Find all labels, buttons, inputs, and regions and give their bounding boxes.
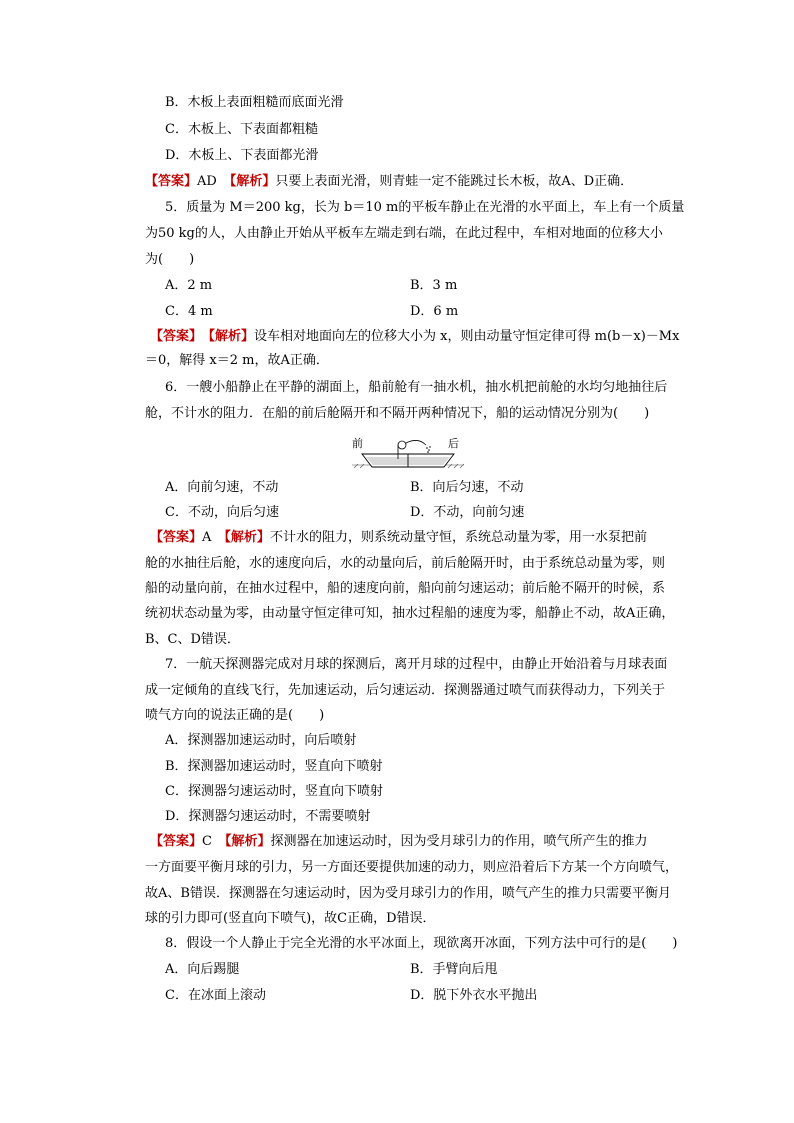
q6-analysis-line-3: 船的动量向前，在抽水过程中，船的速度向前，船向前匀速运动；前后舱不隔开的时候，系 — [145, 581, 666, 596]
q5-analysis-line-2: ＝0，解得 x＝2 m，故A正确． — [145, 353, 329, 368]
q7-option-b: B．探测器加速运动时，竖直向下喷射 — [165, 759, 383, 774]
q7-stem-line-1: 7．一航天探测器完成对月球的探测后，离开月球的过程中，由静止开始沿着与月球表面 — [165, 657, 668, 672]
q7-option-c: C．探测器匀速运动时，竖直向下喷射 — [165, 784, 383, 799]
answer-value: C — [202, 834, 212, 849]
q5-stem-line-3: 为( ) — [145, 252, 195, 267]
q8-stem-line-1: 8．假设一个人静止于完全光滑的水平冰面上，现欲离开冰面，下列方法中可行的是( ) — [165, 936, 678, 951]
figure-label-back: 后 — [448, 437, 459, 450]
analysis-tag: 【解析】 — [224, 834, 271, 849]
q6-option-b: B．向后匀速，不动 — [410, 480, 524, 495]
q4-option-d: D．木板上、下表面都光滑 — [165, 148, 319, 163]
q7-analysis-line-2: 一方面要平衡月球的引力，另一方面还要提供加速的动力，则应沿着后下方某一个方向喷气， — [145, 860, 679, 875]
q5-stem-line-1: 5．质量为 M＝200 kg，长为 b＝10 m的平板车静止在光滑的水平面上，车上有一个质量 — [165, 200, 685, 215]
q7-stem-line-3: 喷气方向的说法正确的是( ) — [145, 708, 325, 723]
q5-stem-line-2: 为50 kg的人，人由静止开始从平板车左端走到右端，在此过程中，车相对地面的位移大小 — [145, 226, 663, 241]
q6-option-d: D．不动，向前匀速 — [410, 505, 525, 520]
q5-option-b: B．3 m — [410, 278, 458, 293]
q5-option-c: C．4 m — [165, 304, 213, 319]
q5-option-a: A．2 m — [165, 278, 213, 293]
q4-option-b: B．木板上表面粗糙而底面光滑 — [165, 95, 344, 110]
answer-tag: 【答案】 — [150, 834, 203, 849]
analysis-text: 不计水的阻力，则系统动量守恒，系统总动量为零，用一水泵把前 — [269, 530, 647, 545]
q8-option-d: D．脱下外衣水平抛出 — [410, 988, 538, 1003]
q6-option-a: A．向前匀速，不动 — [165, 480, 279, 495]
answer-value: A — [202, 530, 212, 545]
q7-option-a: A．探测器加速运动时，向后喷射 — [165, 733, 357, 748]
q7-analysis-line-3: 故A、B错误．探测器在匀速运动时，因为受月球引力的作用，喷气产生的推力只需要平衡月 — [145, 886, 671, 901]
q4-answer-line — [145, 172, 633, 192]
q4-option-c: C．木板上、下表面都粗糙 — [165, 122, 318, 137]
boat-pump-figure — [352, 435, 464, 469]
q6-stem-line-2: 舱，不计水的阻力．在船的前后舱隔开和不隔开两种情况下，船的运动情况分别为( ) — [145, 406, 650, 421]
q6-stem-line-1: 6．一艘小船静止在平静的湖面上，船前舱有一抽水机，抽水机把前舱的水均匀地抽往后 — [165, 380, 668, 395]
answer-tag: 【答案】 — [145, 174, 198, 189]
answer-tag: 【答案】 — [150, 530, 203, 545]
q7-answer-line — [150, 832, 648, 852]
q8-option-b: B．手臂向后甩 — [410, 962, 498, 977]
q8-option-a: A．向后踢腿 — [165, 962, 240, 977]
q5-option-d: D．6 m — [410, 304, 459, 319]
figure-label-front: 前 — [352, 437, 363, 450]
q8-option-c: C．在冰面上滚动 — [165, 988, 266, 1003]
q6-analysis-line-4: 统初状态动量为零，由动量守恒定律可知，抽水过程船的速度为零，船静止不动，故A正确， — [145, 606, 675, 621]
analysis-text: 探测器在加速运动时，因为受月球引力的作用，喷气所产生的推力 — [270, 834, 648, 849]
q5-answer-line — [150, 327, 679, 347]
analysis-tag: 【解析】 — [229, 174, 276, 189]
analysis-text: 只要上表面光滑，则青蛙一定不能跳过长木板，故A、D正确． — [275, 174, 634, 189]
q7-analysis-line-4: 球的引力即可(竖直向下喷气)，故C正确，D错误． — [145, 911, 436, 926]
analysis-tag: 【解析】 — [224, 530, 270, 545]
q6-answer-line — [150, 528, 647, 548]
q6-option-c: C．不动，向后匀速 — [165, 505, 279, 520]
q6-analysis-line-5: B、C、D错误． — [145, 632, 240, 647]
q7-option-d: D．探测器匀速运动时，不需要喷射 — [165, 809, 371, 824]
analysis-tag: 【解析】 — [208, 329, 255, 344]
answer-tag: 【答案】 — [150, 329, 196, 344]
analysis-text: 设车相对地面向左的位移大小为 x，则由动量守恒定律可得 m(b－x)－Mx — [254, 329, 680, 344]
answer-value: AD — [197, 174, 217, 189]
q6-analysis-line-2: 舱的水抽往后舱，水的速度向后，水的动量向后，前后舱隔开时，由于系统总动量为零，则 — [145, 556, 666, 571]
q7-stem-line-2: 成一定倾角的直线飞行，先加速运动，后匀速运动．探测器通过喷气而获得动力，下列关于 — [145, 683, 666, 698]
